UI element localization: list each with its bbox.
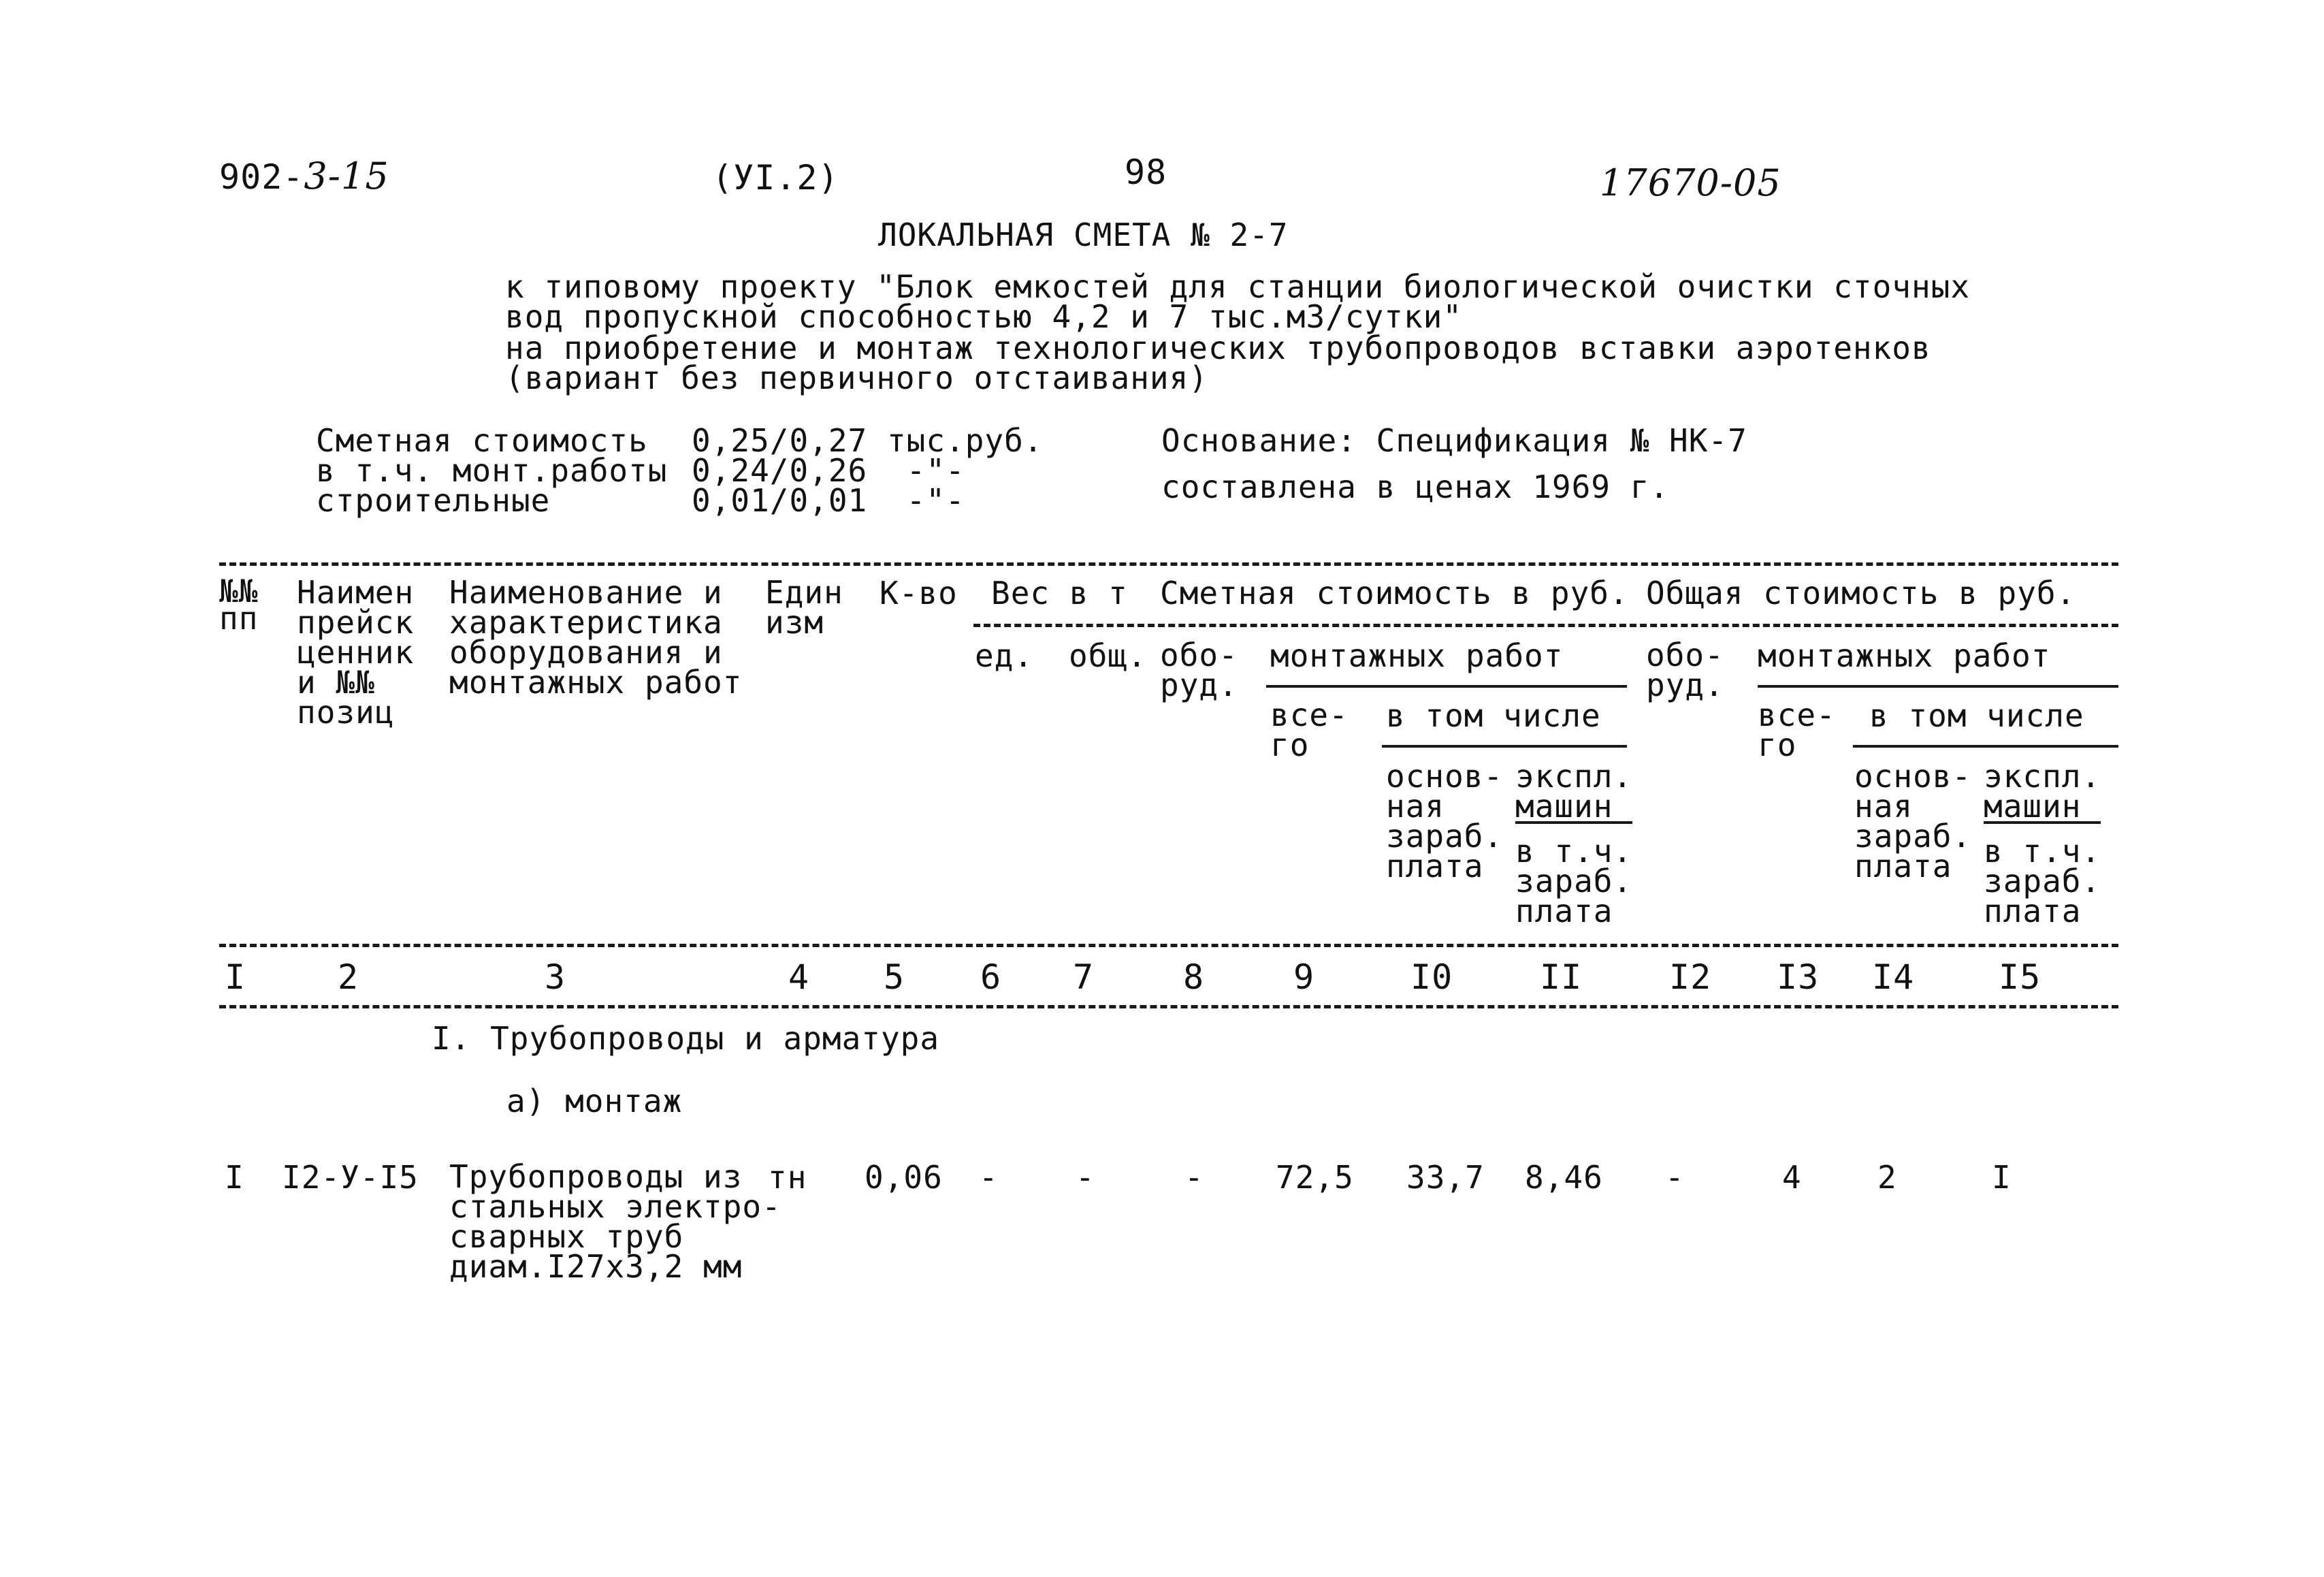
header-installation: монтажных работ (1270, 637, 1564, 674)
row-total-machines: I (1992, 1159, 2012, 1196)
row-weight-unit: - (979, 1159, 999, 1196)
colnum-1: I (225, 957, 246, 997)
header-col5: К-во (879, 575, 958, 611)
colnum-9: 9 (1293, 957, 1315, 997)
section-title: I. Трубопроводы и арматура (432, 1020, 940, 1057)
header-total-group: Общая стоимость в руб. (1646, 575, 2076, 611)
colnum-10: I0 (1410, 957, 1453, 997)
mont-group-rule (1266, 685, 1627, 688)
colnum-7: 7 (1073, 957, 1095, 997)
colnum-8: 8 (1183, 957, 1205, 997)
header-weight: Вес в т (991, 575, 1128, 611)
summary-value-build: 0,01/0,01 -"- (692, 482, 965, 519)
title-line-1: к типовому проекту "Блок емкостей для станции биологической очистки сточных (505, 268, 1971, 305)
header-col2: Наимен прейск ценник и №№ позиц (297, 574, 415, 731)
header-base-wage: основ- ная зараб. плата (1386, 758, 1504, 885)
total-incl-rule (1853, 745, 2118, 748)
prices-text: составлена в ценах 1969 г. (1161, 468, 1670, 505)
header-machines: экспл. машин в т.ч. зараб. плата (1515, 758, 1633, 929)
header-weight-total: общ. (1069, 637, 1147, 674)
summary-label-build: строительные (316, 482, 551, 519)
archive-number: 17670-05 (1600, 161, 1781, 204)
colnum-11: II (1540, 957, 1583, 997)
summary-value-cost: 0,25/0,27 тыс.руб. (692, 422, 1044, 459)
colnum-14: I4 (1872, 957, 1915, 997)
row-unit: тн (768, 1159, 807, 1196)
header-total-all: все- го (1758, 697, 1836, 763)
header-total-including: в том числе (1869, 697, 2084, 734)
header-col4: Един изм (765, 574, 843, 641)
colnum-4: 4 (788, 957, 810, 997)
row-machines: 8,46 (1525, 1159, 1603, 1196)
header-bottom-rule (219, 944, 2118, 947)
colnum-2: 2 (338, 957, 359, 997)
title-line-3: на приобретение и монтаж технологических трубопроводов вставки аэротенков (505, 330, 1931, 366)
title-line-2: вод пропускной способностью 4,2 и 7 тыс.м3/сутки" (505, 298, 1463, 335)
weight-group-rule (973, 624, 2118, 627)
summary-value-mont: 0,24/0,26 -"- (692, 452, 965, 489)
colnum-6: 6 (980, 957, 1002, 997)
summary-label-mont: в т.ч. монт.работы (316, 452, 668, 489)
section-subtitle: а) монтаж (506, 1083, 683, 1119)
row-mont-total: 72,5 (1276, 1159, 1354, 1196)
header-col3: Наименование и характеристика оборудования и монтажных работ (449, 574, 743, 701)
total-mont-group-rule (1758, 685, 2118, 688)
row-base-wage: 33,7 (1406, 1159, 1485, 1196)
incl-rule (1382, 745, 1627, 748)
estimate-title: ЛОКАЛЬНАЯ СМЕТА № 2-7 (878, 217, 1289, 253)
header-weight-unit: ед. (975, 637, 1034, 674)
row-total-wage: 2 (1877, 1159, 1897, 1196)
colnum-3: 3 (545, 957, 566, 997)
header-total-base-wage: основ- ная зараб. плата (1854, 758, 1972, 885)
title-line-4: (вариант без первичного отстаивания) (505, 360, 1208, 396)
row-total-all: 4 (1782, 1159, 1802, 1196)
header-total-equipment: обо- руд. (1646, 637, 1724, 703)
header-col1: №№ пп (219, 573, 259, 637)
row-name: Трубопроводы из стальных электро- сварных труб диам.I27х3,2 мм (449, 1158, 781, 1285)
row-code: I2-У-I5 (282, 1159, 419, 1196)
header-estimate-group: Сметная стоимость в руб. (1160, 575, 1629, 611)
page-number: 98 (1125, 153, 1167, 192)
header-equipment: обо- руд. (1160, 637, 1238, 703)
summary-label-cost: Сметная стоимость (316, 422, 648, 459)
header-total-machines: экспл. машин в т.ч. зараб. плата (1984, 758, 2101, 929)
column-number-rule (219, 1005, 2118, 1008)
colnum-15: I5 (1999, 957, 2041, 997)
section-code: (УI.2) (712, 158, 839, 197)
row-number: I (225, 1159, 244, 1196)
header-total-installation: монтажных работ (1758, 637, 2051, 674)
document-code: 902-3-15 (219, 155, 389, 197)
row-equipment: - (1184, 1159, 1204, 1196)
header-mont-total: все- го (1270, 697, 1349, 763)
colnum-12: I2 (1669, 957, 1712, 997)
row-weight-total: - (1076, 1159, 1095, 1196)
colnum-5: 5 (884, 957, 905, 997)
table-top-rule (219, 562, 2118, 566)
colnum-13: I3 (1777, 957, 1820, 997)
row-qty: 0,06 (865, 1159, 943, 1196)
header-including: в том числе (1386, 697, 1601, 734)
row-total-equipment: - (1665, 1159, 1685, 1196)
basis-text: Основание: Спецификация № НК-7 (1161, 422, 1747, 459)
